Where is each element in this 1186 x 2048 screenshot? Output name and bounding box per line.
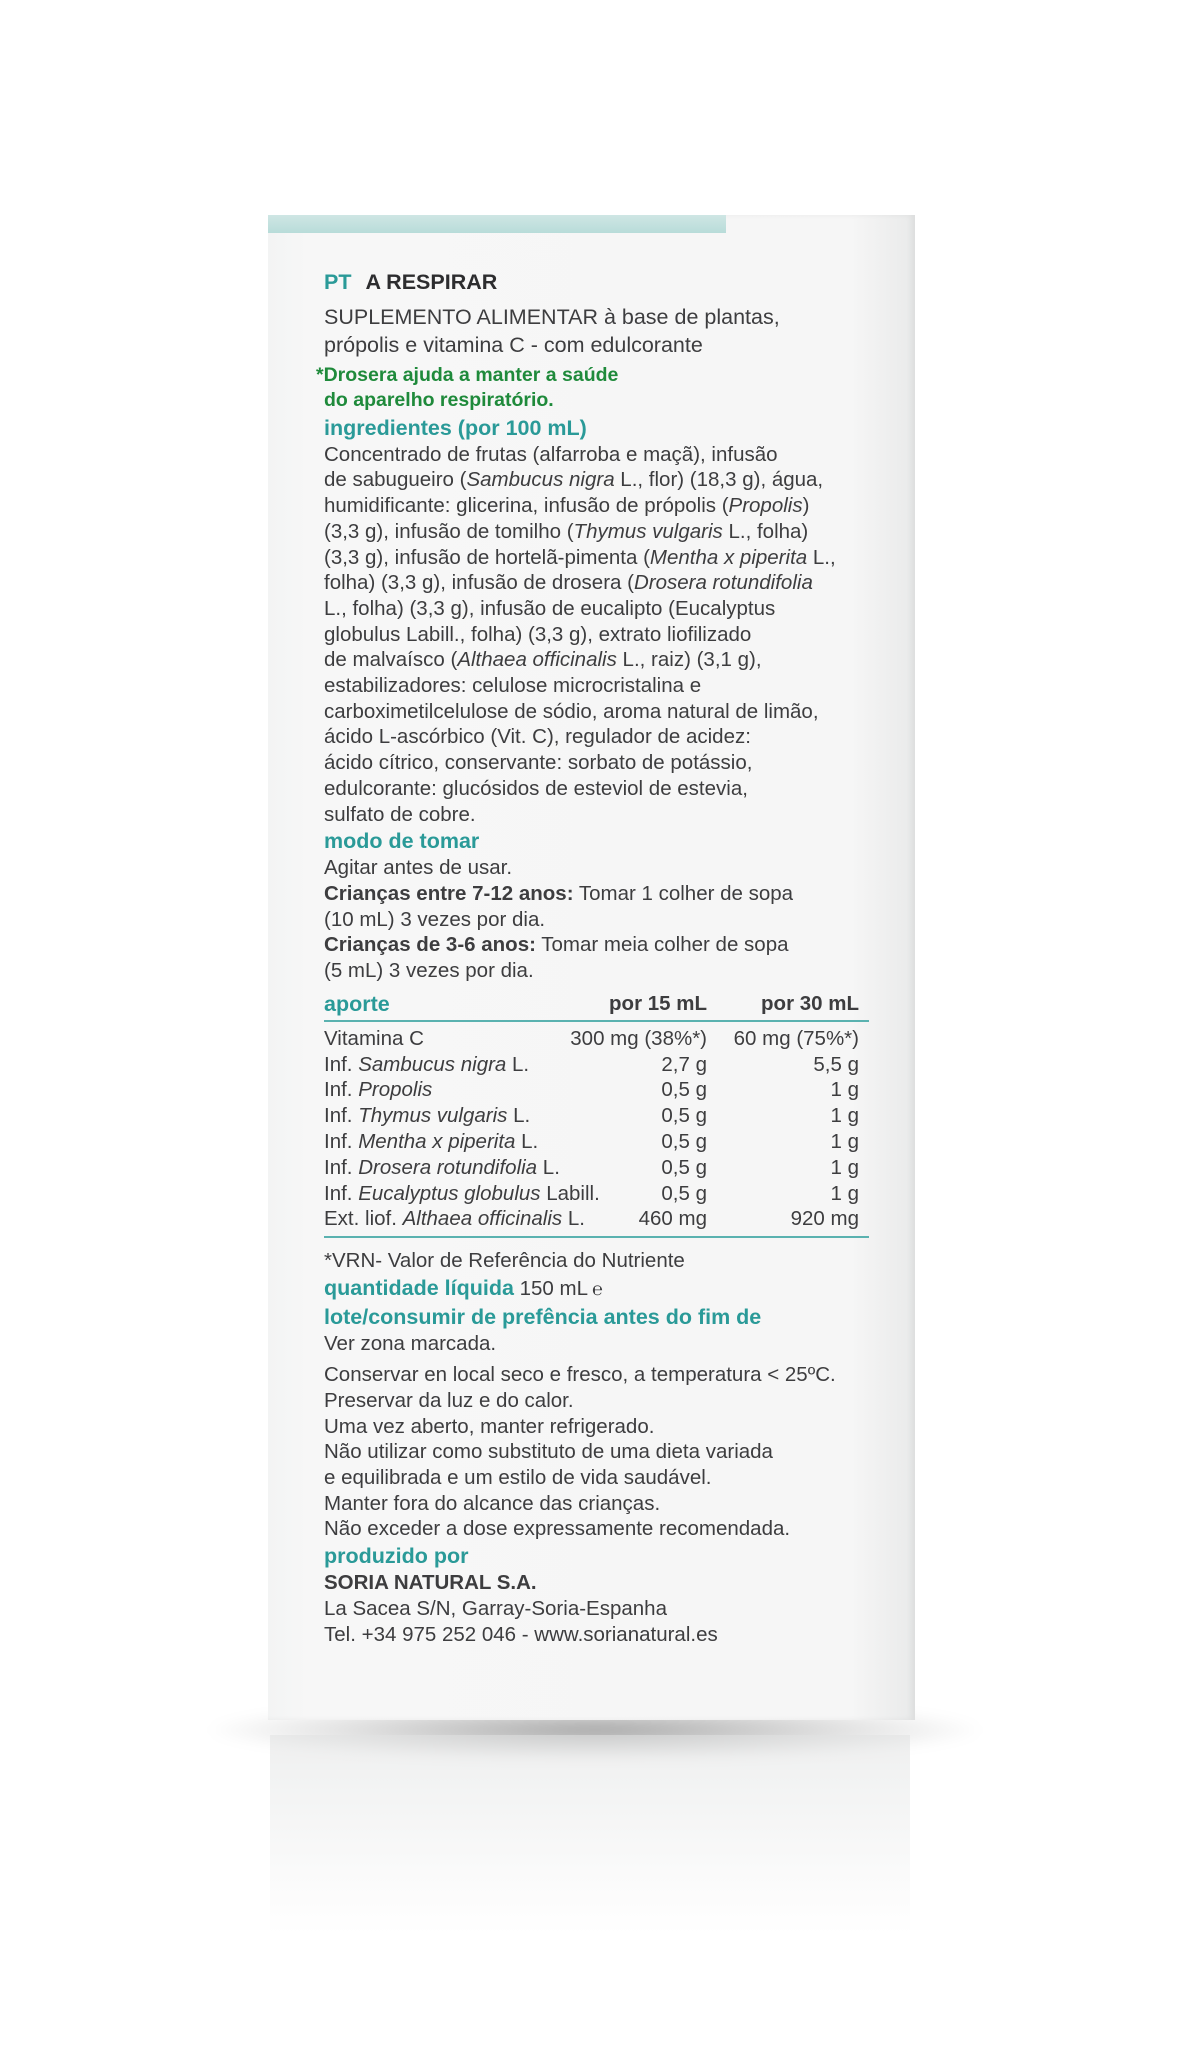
product-name: A RESPIRAR [365, 270, 498, 294]
value-30ml: 1 g [830, 1155, 859, 1179]
vrn-note: *VRN- Valor de Referência do Nutriente [324, 1249, 685, 1273]
table-row [324, 1206, 869, 1232]
value-30ml: 1 g [830, 1104, 859, 1128]
table-row [324, 1077, 869, 1103]
estimated-sign-icon: ℮ [592, 1278, 603, 1299]
table-heading: aporte [324, 991, 390, 1016]
value-15ml: 0,5 g [661, 1181, 707, 1205]
producer-heading: produzido por [324, 1544, 469, 1569]
box-reflection [270, 1735, 910, 1935]
nutrient-name: Ext. liof. Althaea officinalis L. [324, 1207, 585, 1231]
usage-line: Crianças entre 7-12 anos: Tomar 1 colher de sopa [324, 881, 794, 905]
net-quantity-value: 150 mL [519, 1276, 589, 1300]
nutrient-name: Inf. Thymus vulgaris L. [324, 1104, 531, 1128]
lot-text: Ver zona marcada. [324, 1331, 497, 1355]
subtitle-line: SUPLEMENTO ALIMENTAR à base de plantas, [324, 304, 780, 329]
table-row [324, 1181, 869, 1207]
value-15ml: 2,7 g [661, 1052, 707, 1076]
value-15ml: 0,5 g [661, 1155, 707, 1179]
warning-line: Conservar en local seco e fresco, a temperatura < 25ºC. [324, 1363, 836, 1387]
column-header-15ml: por 15 mL [609, 991, 707, 1015]
ingredients-line: de sabugueiro (Sambucus nigra L., flor) (18,3 g), água, [324, 468, 824, 492]
ingredients-line: (3,3 g), infusão de tomilho (Thymus vulgaris L., folha) [324, 519, 809, 543]
value-15ml: 0,5 g [661, 1078, 707, 1102]
usage-line: Crianças de 3-6 anos: Tomar meia colher de sopa [324, 933, 789, 957]
producer-contact: Tel. +34 975 252 046 - www.sorianatural.es [324, 1622, 718, 1646]
product-box-back-panel [268, 215, 915, 1720]
ingredients-heading: ingredientes (por 100 mL) [324, 415, 587, 440]
ingredients-line: Concentrado de frutas (alfarroba e maçã), infusão [324, 442, 778, 466]
value-30ml: 60 mg (75%*) [733, 1026, 859, 1050]
value-30ml: 1 g [830, 1129, 859, 1153]
net-quantity-heading: quantidade líquida [324, 1275, 514, 1300]
table-row [324, 1155, 869, 1181]
value-30ml: 920 mg [790, 1207, 859, 1231]
nutrient-name: Inf. Drosera rotundifolia L. [324, 1155, 560, 1179]
producer-name: SORIA NATURAL S.A. [324, 1571, 537, 1595]
subtitle-line: própolis e vitamina C - com edulcorante [324, 332, 703, 357]
column-header-30ml: por 30 mL [761, 991, 859, 1015]
value-30ml: 1 g [830, 1181, 859, 1205]
ingredients-line: ácido L-ascórbico (Vit. C), regulador de acidez: [324, 725, 751, 749]
warning-line: Não utilizar como substituto de uma dieta variada [324, 1440, 773, 1464]
teal-top-strip [268, 215, 726, 233]
nutrient-name: Inf. Propolis [324, 1078, 433, 1102]
ingredients-line: L., folha) (3,3 g), infusão de eucalipto (Eucalyptus [324, 596, 776, 620]
usage-line: (5 mL) 3 vezes por dia. [324, 959, 534, 983]
nutrient-name: Vitamina C [324, 1026, 424, 1050]
ingredients-line: folha) (3,3 g), infusão de drosera (Drosera rotundifolia [324, 571, 813, 595]
product-title [324, 270, 869, 296]
claim-line: do aparelho respiratório. [324, 389, 554, 412]
value-15ml: 460 mg [638, 1207, 707, 1231]
ingredients-line: edulcorante: glucósidos de esteviol de estevia, [324, 776, 748, 800]
usage-instructions [324, 855, 869, 984]
ingredients-line: de malvaísco (Althaea officinalis L., raiz) (3,1 g), [324, 648, 762, 672]
usage-line: Agitar antes de usar. [324, 856, 513, 880]
claim-line: *Drosera ajuda a manter a saúde [316, 363, 619, 386]
table-header [324, 990, 869, 1022]
product-subtitle [324, 303, 869, 359]
warning-line: Preservar da luz e do calor. [324, 1388, 574, 1412]
warning-line: Manter fora do alcance das crianças. [324, 1491, 661, 1515]
warning-line: e equilibrada e um estilo de vida saudável. [324, 1466, 712, 1490]
net-quantity [324, 1274, 869, 1303]
lot-heading: lote/consumir de prefência antes do fim de [324, 1304, 762, 1329]
usage-heading: modo de tomar [324, 829, 480, 854]
ingredients-line: carboximetilcelulose de sódio, aroma natural de limão, [324, 699, 819, 723]
warning-line: Não exceder a dose expressamente recomendada. [324, 1517, 791, 1541]
language-code: PT [324, 270, 352, 294]
value-30ml: 5,5 g [813, 1052, 859, 1076]
label-content [316, 270, 869, 1647]
table-row [324, 1103, 869, 1129]
value-15ml: 0,5 g [661, 1104, 707, 1128]
value-30ml: 1 g [830, 1078, 859, 1102]
nutrition-table [324, 990, 869, 1238]
ingredients-line: sulfato de cobre. [324, 802, 476, 826]
value-15ml: 300 mg (38%*) [570, 1026, 707, 1050]
ingredients-line: ácido cítrico, conservante: sorbato de potássio, [324, 751, 753, 775]
nutrient-name: Inf. Mentha x piperita L. [324, 1129, 539, 1153]
table-row [324, 1026, 869, 1052]
usage-line: (10 mL) 3 vezes por dia. [324, 907, 546, 931]
ingredients-line: globulus Labill., folha) (3,3 g), extrato liofilizado [324, 622, 752, 646]
ingredients-line: estabilizadores: celulose microcristalina e [324, 674, 702, 698]
producer-address: La Sacea S/N, Garray-Soria-Espanha [324, 1596, 667, 1620]
nutrient-name: Inf. Eucalyptus globulus Labill. [324, 1181, 600, 1205]
storage-warnings [324, 1362, 869, 1542]
ingredients-line: (3,3 g), infusão de hortelã-pimenta (Mentha x piperita L., [324, 545, 836, 569]
warning-line: Uma vez aberto, manter refrigerado. [324, 1414, 655, 1438]
ingredients-line: humidificante: glicerina, infusão de própolis (Propolis) [324, 494, 810, 518]
value-15ml: 0,5 g [661, 1129, 707, 1153]
ingredients-list [324, 442, 869, 828]
table-row [324, 1052, 869, 1078]
table-row [324, 1129, 869, 1155]
health-claim [316, 363, 869, 414]
nutrient-name: Inf. Sambucus nigra L. [324, 1052, 530, 1076]
table-body [324, 1026, 869, 1238]
